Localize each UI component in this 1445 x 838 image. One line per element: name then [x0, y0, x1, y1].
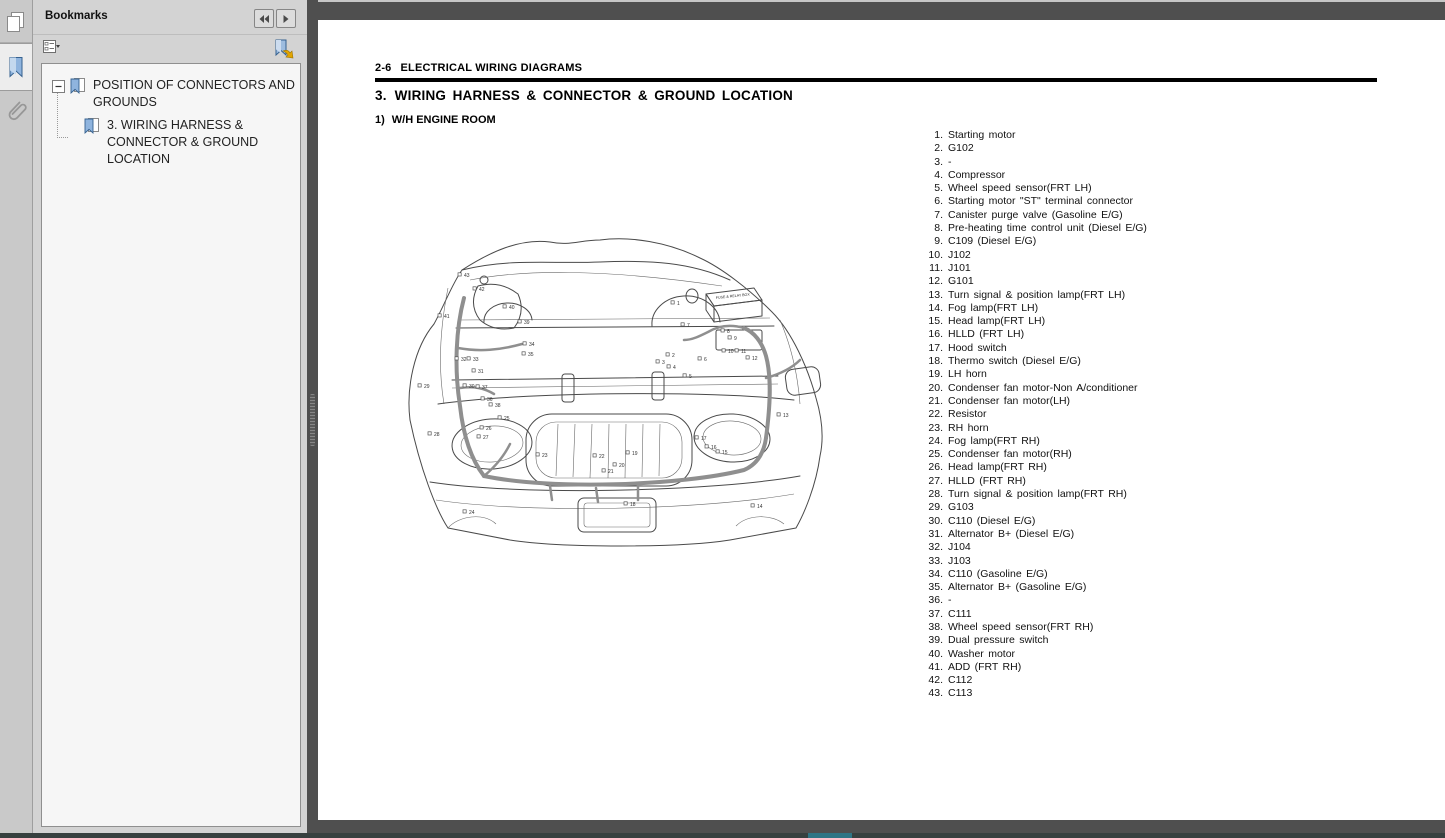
- chapter-title: ELECTRICAL WIRING DIAGRAMS: [400, 62, 583, 74]
- diagram-callout-number: 11: [741, 349, 747, 355]
- diagram-callout-number: 36: [487, 397, 493, 403]
- legend-item: 15. Head lamp(FRT LH): [928, 315, 1046, 328]
- diagram-callout-number: 19: [632, 451, 638, 457]
- legend-item: 26. Head lamp(FRT RH): [928, 461, 1047, 474]
- legend-item: 25. Condenser fan motor(RH): [928, 448, 1072, 461]
- collapse-expander-icon[interactable]: [52, 80, 65, 93]
- legend-item: 36. -: [928, 594, 952, 607]
- diagram-callout-number: 33: [473, 357, 479, 363]
- legend-item: 31. Alternator B+ (Diesel E/G): [928, 527, 1075, 540]
- page-thumbnails-icon: [6, 11, 26, 33]
- diagram-callout-number: 22: [599, 454, 605, 460]
- legend-item: 11. J101: [929, 261, 971, 274]
- legend-item: 33. J103: [928, 554, 971, 567]
- options-menu-icon: [43, 40, 60, 54]
- diagram-callout-number: 6: [704, 357, 707, 363]
- diagram-callout-number: 30: [469, 384, 475, 390]
- legend-item: 38. Wheel speed sensor(FRT RH): [928, 620, 1094, 633]
- diagram-callout-number: 23: [542, 453, 548, 459]
- attachments-tab[interactable]: [0, 91, 32, 131]
- right-arrow-icon: [283, 15, 289, 23]
- diagram-callout-number: 32: [461, 357, 467, 363]
- legend-item: 9. C109 (Diesel E/G): [934, 235, 1037, 248]
- legend-item: 32. J104: [928, 541, 971, 554]
- diagram-callout-number: 34: [529, 342, 535, 348]
- legend-item: 20. Condenser fan motor-Non A/conditioner: [928, 381, 1138, 394]
- legend-item: 8. Pre-heating time control unit (Diesel E/G): [934, 222, 1147, 235]
- page-thumbnails-tab[interactable]: [0, 2, 32, 43]
- diagram-callout-number: 14: [757, 504, 763, 510]
- bookmarks-toolbar: [33, 35, 307, 64]
- panel-title: Bookmarks: [45, 10, 108, 22]
- diagram-callout-number: 41: [444, 314, 450, 320]
- legend-item: 7. Canister purge valve (Gasoline E/G): [934, 208, 1123, 221]
- header-rule: [375, 78, 1377, 82]
- diagram-callout-number: 25: [504, 416, 510, 422]
- pdf-page: [318, 20, 1445, 820]
- legend-item: 42. C112: [928, 674, 973, 687]
- legend-item: 13. Turn signal & position lamp(FRT LH): [928, 288, 1126, 301]
- diagram-callout-number: 40: [509, 305, 515, 311]
- bottom-scrollbar: [0, 833, 1445, 838]
- legend-item: 39. Dual pressure switch: [928, 634, 1049, 647]
- diagram-callout-number: 24: [469, 510, 475, 516]
- running-header: [375, 62, 582, 74]
- legend-item: 4. Compressor: [934, 168, 1006, 181]
- legend-item: 18. Thermo switch (Diesel E/G): [928, 355, 1081, 368]
- diagram-callout-number: 1: [677, 301, 680, 307]
- legend-item: 16. HLLD (FRT LH): [928, 328, 1025, 341]
- diagram-callout-number: 29: [424, 384, 430, 390]
- diagram-callout-number: 2: [672, 353, 675, 359]
- legend-item: 2. G102: [934, 142, 974, 155]
- bookmark-label: POSITION OF CONNECTORS AND GROUNDS: [93, 78, 295, 110]
- legend-item: 17. Hood switch: [928, 341, 1007, 354]
- diagram-callout-number: 26: [486, 426, 492, 432]
- bookmarks-panel-header: [33, 0, 307, 35]
- bookmarks-tree: [41, 63, 301, 827]
- engine-room-diagram: [400, 228, 830, 548]
- diagram-callout-number: 43: [464, 273, 470, 279]
- paperclip-icon: [5, 99, 27, 123]
- panel-resize-divider: [307, 0, 318, 833]
- legend-item: 12. G101: [928, 275, 974, 288]
- diagram-callout-number: 4: [673, 365, 676, 371]
- legend-list: [921, 129, 1147, 701]
- navigation-pane-toolbar: [0, 0, 33, 833]
- diagram-callout-number: 39: [524, 320, 530, 326]
- diagram-callout-number: 7: [687, 323, 690, 329]
- legend-item: 35. Alternator B+ (Gasoline E/G): [928, 581, 1087, 594]
- diagram-callout-number: 8: [727, 329, 730, 335]
- legend-item: 24. Fog lamp(FRT RH): [928, 434, 1040, 447]
- legend-item: 40. Washer motor: [928, 647, 1016, 660]
- document-area: [318, 0, 1445, 833]
- double-left-arrow-icon: [259, 15, 269, 23]
- legend-item: 22. Resistor: [928, 408, 987, 421]
- subsection-title: 1) W/H ENGINE ROOM: [375, 114, 496, 126]
- diagram-callout-number: 17: [701, 436, 707, 442]
- diagram-callout-number: 20: [619, 463, 625, 469]
- legend-item: 19. LH horn: [928, 368, 987, 381]
- bookmark-item-position-of-connectors[interactable]: [52, 77, 296, 112]
- diagram-callout-number: 16: [711, 445, 717, 451]
- document-top-edge: [318, 0, 1445, 2]
- legend-item: 5. Wheel speed sensor(FRT LH): [934, 182, 1092, 195]
- diagram-callout-number: 38: [495, 403, 501, 409]
- diagram-callout-number: 9: [734, 336, 737, 342]
- collapse-panel-button[interactable]: [254, 9, 274, 28]
- diagram-callout-number: 35: [528, 352, 534, 358]
- fuse-relay-box-label: FUSE & RELAY BOX: [715, 292, 750, 300]
- legend-item: 30. C110 (Diesel E/G): [928, 514, 1036, 527]
- diagram-callout-number: 12: [752, 356, 758, 362]
- bookmark-page-icon: [84, 117, 100, 135]
- diagram-callout-number: 28: [434, 432, 440, 438]
- legend-item: 3. -: [934, 155, 952, 168]
- diagram-callout-number: 42: [479, 287, 485, 293]
- page-number: 2-6: [375, 62, 392, 74]
- legend-item: 6. Starting motor "ST" terminal connector: [934, 195, 1134, 208]
- diagram-callout-number: 18: [630, 502, 636, 508]
- legend-item: 10. J102: [928, 248, 971, 261]
- legend-item: 1. Starting motor: [934, 129, 1016, 141]
- panel-resize-grip[interactable]: [310, 394, 315, 446]
- legend-item: 27. HLLD (FRT RH): [928, 474, 1026, 487]
- diagram-callout-number: 21: [608, 469, 614, 475]
- legend-item: 14. Fog lamp(FRT LH): [928, 301, 1039, 314]
- bookmark-item-wiring-harness[interactable]: [79, 117, 296, 169]
- legend-item: 43. C113: [928, 687, 973, 700]
- expand-panel-button[interactable]: [276, 9, 296, 28]
- legend-item: 41. ADD (FRT RH): [928, 660, 1022, 673]
- scrollbar-thumb[interactable]: [808, 833, 852, 838]
- diagram-callout-number: 15: [722, 450, 728, 456]
- bookmark-icon: [7, 56, 25, 78]
- diagram-callout-number: 37: [482, 385, 488, 391]
- legend-item: 37. C111: [928, 607, 972, 620]
- diagram-callout-number: 5: [689, 374, 692, 380]
- bookmark-label: 3. WIRING HARNESS & CONNECTOR & GROUND LOCATION: [107, 117, 259, 166]
- bookmark-options-button[interactable]: [43, 40, 60, 54]
- diagram-callout-number: 31: [478, 369, 484, 375]
- diagram-callout-number: 13: [783, 413, 789, 419]
- diagram-callout-number: 10: [728, 349, 734, 355]
- diagram-callout-number: 3: [662, 360, 665, 366]
- section-title: 3. WIRING HARNESS & CONNECTOR & GROUND LOCATION: [375, 88, 793, 103]
- new-bookmark-button[interactable]: [272, 38, 294, 65]
- bookmarks-panel: [33, 0, 307, 833]
- new-bookmark-icon: [272, 38, 294, 60]
- legend-item: 34. C110 (Gasoline E/G): [928, 567, 1048, 580]
- legend-item: 21. Condenser fan motor(LH): [928, 394, 1071, 407]
- diagram-callout-number: 27: [483, 435, 489, 441]
- legend-item: 28. Turn signal & position lamp(FRT RH): [928, 488, 1127, 501]
- legend-item: 23. RH horn: [928, 421, 989, 434]
- legend-item: 29. G103: [928, 501, 974, 514]
- bookmarks-tab[interactable]: [0, 43, 32, 91]
- bookmark-page-icon: [70, 77, 86, 95]
